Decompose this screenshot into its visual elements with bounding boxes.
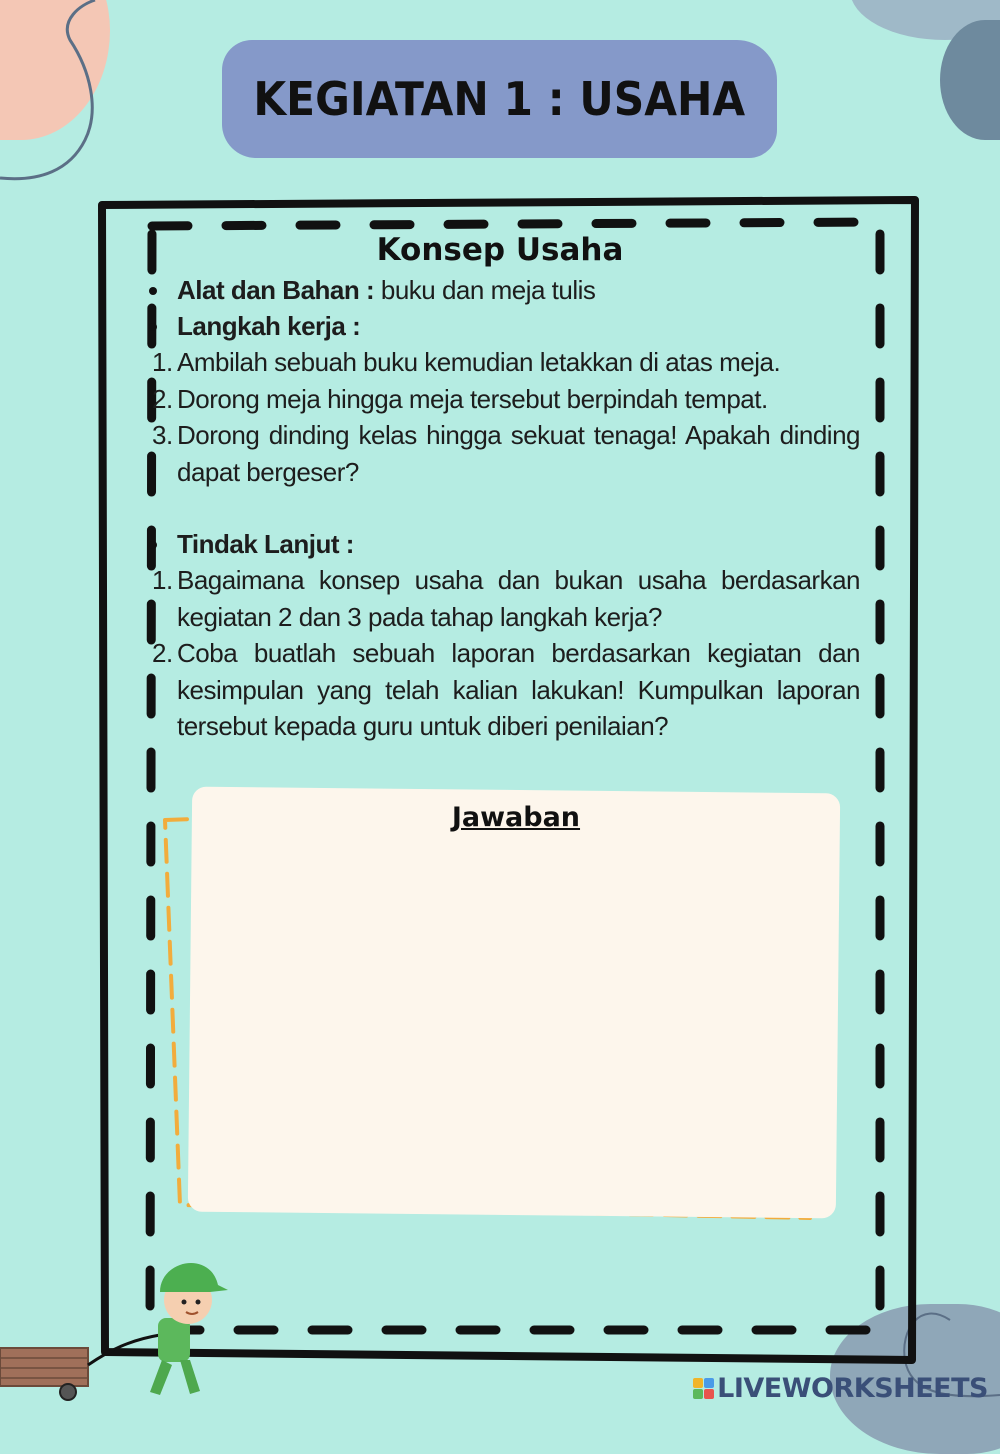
langkah-kerja-label: Langkah kerja : [177,311,361,341]
page-title: KEGIATAN 1 : USAHA [253,72,746,126]
list-text: Ambilah sebuah buku kemudian letakkan di atas meja. [177,347,781,377]
list-number: 3. [152,420,173,450]
list-text: Coba buatlah sebuah laporan berdasarkan kegiatan dan kesimpulan yang telah kalian lakukan! Kumpulkan laporan tersebut kepada guru untuk diberi penilaian? [177,638,860,741]
list-text: Dorong dinding kelas hingga sekuat tenaga! Apakah dinding dapat bergeser? [177,420,860,487]
answer-label: Jawaban [451,802,581,834]
brand-name: LIVEWORKSHEETS [717,1373,988,1404]
list-text: Bagaimana konsep usaha dan bukan usaha berdasarkan kegiatan 2 dan 3 pada tahap langkah kerja? [177,565,860,632]
liveworksheets-logo-icon [693,1378,714,1399]
tindak-lanjut-label: Tindak Lanjut : [177,529,354,559]
alat-bahan-value: buku dan meja tulis [374,275,596,305]
list-number: 2. [152,383,173,414]
list-text: Dorong meja hingga meja tersebut berpindah tempat. [177,383,768,414]
liveworksheets-brand[interactable] [693,1373,988,1404]
list-number: 1. [152,347,173,377]
alat-bahan-label: Alat dan Bahan : [177,275,375,305]
section-title: Konsep Usaha [376,232,624,268]
list-number: 2. [152,638,173,668]
list-number: 1. [152,565,173,595]
